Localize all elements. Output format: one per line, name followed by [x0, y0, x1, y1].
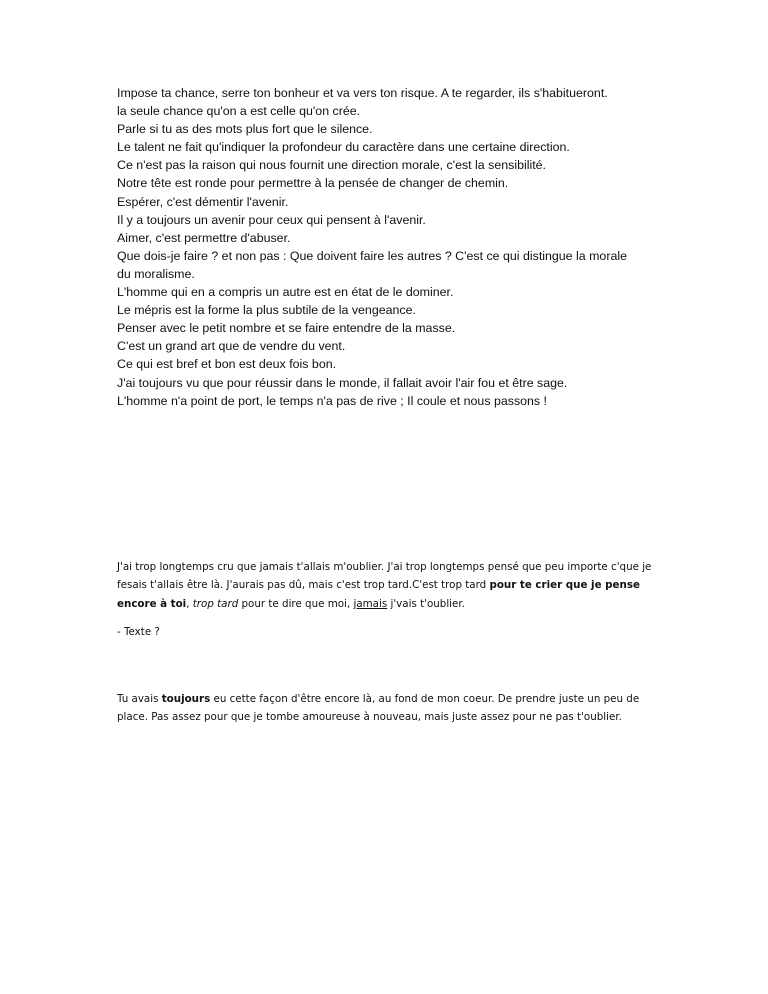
quote-line: du moralisme.: [117, 266, 195, 281]
quote-line: Il y a toujours un avenir pour ceux qui pensent à l'avenir.: [117, 212, 426, 227]
passage-bold-text: toujours: [161, 693, 211, 705]
passage-paragraph-1: [117, 558, 657, 613]
quote-line: Parle si tu as des mots plus fort que le silence.: [117, 122, 373, 137]
passage-text: ,: [186, 597, 193, 610]
passage-italic-text: trop tard: [192, 597, 239, 610]
quote-line: J'ai toujours vu que pour réussir dans le monde, il fallait avoir l'air fou et être sage.: [117, 375, 568, 390]
quote-line: Le talent ne fait qu'indiquer la profondeur du caractère dans une certaine direction.: [117, 140, 570, 155]
passage-text: Tu avais: [117, 693, 162, 705]
passage-text: pour te dire que moi,: [238, 597, 354, 610]
passage-text: - Texte ?: [117, 626, 160, 638]
quote-line: Impose ta chance, serre ton bonheur et va vers ton risque. A te regarder, ils s'habitueront.: [117, 86, 608, 100]
passage-paragraph-3: [117, 690, 657, 727]
passage-text: j'vais t'oublier.: [387, 597, 465, 610]
quote-line: la seule chance qu'on a est celle qu'on crée.: [117, 104, 361, 119]
passage-text: J'ai trop longtemps cru que jamais t'allais m'oublier. J'ai trop longtemps pensé que peu importe c'que je fesais t'allais être là. J'aurais pas dû, mais c'est trop tard.C'est trop tard: [117, 561, 652, 592]
quote-line: Penser avec le petit nombre et se faire entendre de la masse.: [117, 321, 456, 336]
quote-line: Que dois-je faire ? et non pas : Que doivent faire les autres ? C'est ce qui distingue la morale: [117, 248, 627, 263]
quote-line: Espérer, c'est démentir l'avenir.: [117, 194, 289, 209]
quote-line: Notre tête est ronde pour permettre à la pensée de changer de chemin.: [117, 176, 509, 191]
quote-line: Aimer, c'est permettre d'abuser.: [117, 230, 291, 245]
passage-bold-text: pour te crier que je pense encore à toi: [117, 579, 640, 610]
quote-line: Ce qui est bref et bon est deux fois bon.: [117, 357, 337, 372]
quotes-block: [117, 84, 657, 410]
quote-line: Ce n'est pas la raison qui nous fournit une direction morale, c'est la sensibilité.: [117, 158, 546, 173]
passage-paragraph-2: [117, 623, 657, 641]
quote-line: L'homme n'a point de port, le temps n'a pas de rive ; Il coule et nous passons !: [117, 393, 547, 408]
passage-text: eu cette façon d'être encore là, au fond de mon coeur. De prendre juste un peu de place. Pas assez pour que je tombe amoureuse à nouveau, mais juste assez pour ne pas t'oublier.: [117, 693, 640, 724]
quote-line: C'est un grand art que de vendre du vent.: [117, 339, 346, 354]
passage-underlined-text: jamais: [353, 597, 388, 610]
quote-line: L'homme qui en a compris un autre est en état de le dominer.: [117, 285, 454, 300]
quote-line: Le mépris est la forme la plus subtile de la vengeance.: [117, 303, 416, 318]
